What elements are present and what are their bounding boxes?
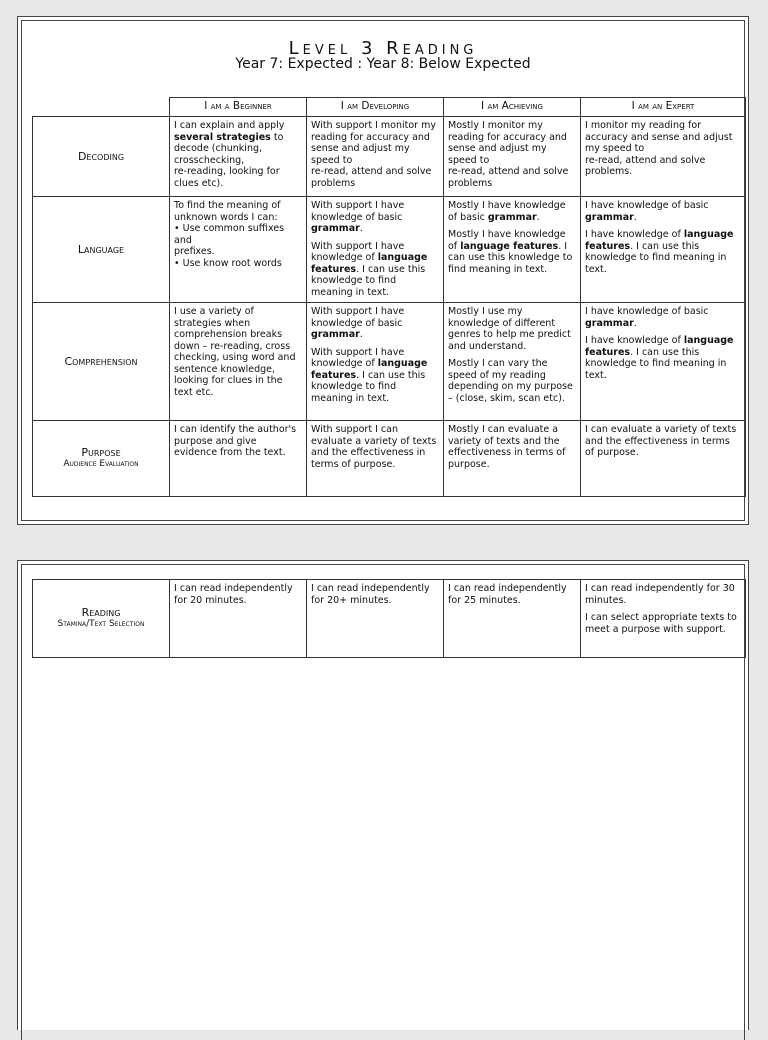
header-achieving: I am Achieving <box>444 98 581 117</box>
row-purpose <box>33 421 746 497</box>
cell-decoding-developing: With support I monitor my reading for accuracy and sense and adjust my speed to re-read, attend and solve problems <box>307 117 444 197</box>
row-label-language: Language <box>33 197 170 303</box>
cell-language-developing: With support I have knowledge of basic grammar. With support I have knowledge of language features. I can use this knowledge to find meaning in text. <box>307 197 444 303</box>
row-reading <box>33 580 746 658</box>
header-beginner: I am a Beginner <box>170 98 307 117</box>
rubric-table <box>32 97 746 497</box>
row-label-comprehension: Comprehension <box>33 303 170 421</box>
cell-decoding-beginner: I can explain and apply several strategies to decode (chunking, crosschecking, re-reading, looking for clues etc). <box>170 117 307 197</box>
cell-reading-expert: I can read independently for 30 minutes. I can select appropriate texts to meet a purpose with support. <box>581 580 746 658</box>
cell-purpose-beginner: I can identify the author's purpose and give evidence from the text. <box>170 421 307 497</box>
cell-language-expert: I have knowledge of basic grammar. I have knowledge of language features. I can use this knowledge to find meaning in text. <box>581 197 746 303</box>
header-blank-cell <box>33 98 170 117</box>
page-1 <box>17 16 749 525</box>
cell-purpose-developing: With support I can evaluate a variety of texts and the effectiveness in terms of purpose. <box>307 421 444 497</box>
row-decoding <box>33 117 746 197</box>
header-expert: I am an Expert <box>581 98 746 117</box>
page-1-frame <box>21 20 745 521</box>
row-label-decoding: Decoding <box>33 117 170 197</box>
cell-comprehension-achieving: Mostly I use my knowledge of different genres to help me predict and understand. Mostly I can vary the speed of my reading depending on my purpose – (close, skim, scan etc). <box>444 303 581 421</box>
cell-purpose-achieving: Mostly I can evaluate a variety of texts and the effectiveness in terms of purpose. <box>444 421 581 497</box>
page-2 <box>17 560 749 1030</box>
cell-language-beginner: To find the meaning of unknown words I can: • Use common suffixes and prefixes. • Use know root words <box>170 197 307 303</box>
cell-comprehension-developing: With support I have knowledge of basic grammar. With support I have knowledge of language features. I can use this knowledge to find meaning in text. <box>307 303 444 421</box>
cell-reading-beginner: I can read independently for 20 minutes. <box>170 580 307 658</box>
header-developing: I am Developing <box>307 98 444 117</box>
rubric-subtitle: Year 7: Expected : Year 8: Below Expected <box>235 56 531 72</box>
cell-purpose-expert: I can evaluate a variety of texts and the effectiveness in terms of purpose. <box>581 421 746 497</box>
rubric-title: Level 3 Reading <box>288 38 478 59</box>
row-language <box>33 197 746 303</box>
row-label-purpose: Purpose Audience Evaluation <box>33 421 170 497</box>
cell-comprehension-beginner: I use a variety of strategies when comprehension breaks down – re-reading, cross checking, using word and sentence knowledge, looking for clues in the text etc. <box>170 303 307 421</box>
cell-decoding-achieving: Mostly I monitor my reading for accuracy and sense and adjust my speed to re-read, attend and solve problems <box>444 117 581 197</box>
cell-reading-developing: I can read independently for 20+ minutes. <box>307 580 444 658</box>
row-label-reading: Reading Stamina/Text Selection <box>33 580 170 658</box>
row-comprehension <box>33 303 746 421</box>
cell-language-achieving: Mostly I have knowledge of basic grammar. Mostly I have knowledge of language features. I can use this knowledge to find meaning in text. <box>444 197 581 303</box>
cell-comprehension-expert: I have knowledge of basic grammar. I have knowledge of language features. I can use this knowledge to find meaning in text. <box>581 303 746 421</box>
page-2-frame <box>21 564 745 1040</box>
rubric-table-continued <box>32 579 746 658</box>
header-row <box>33 98 746 117</box>
cell-decoding-expert: I monitor my reading for accuracy and sense and adjust my speed to re-read, attend and solve problems. <box>581 117 746 197</box>
cell-reading-achieving: I can read independently for 25 minutes. <box>444 580 581 658</box>
